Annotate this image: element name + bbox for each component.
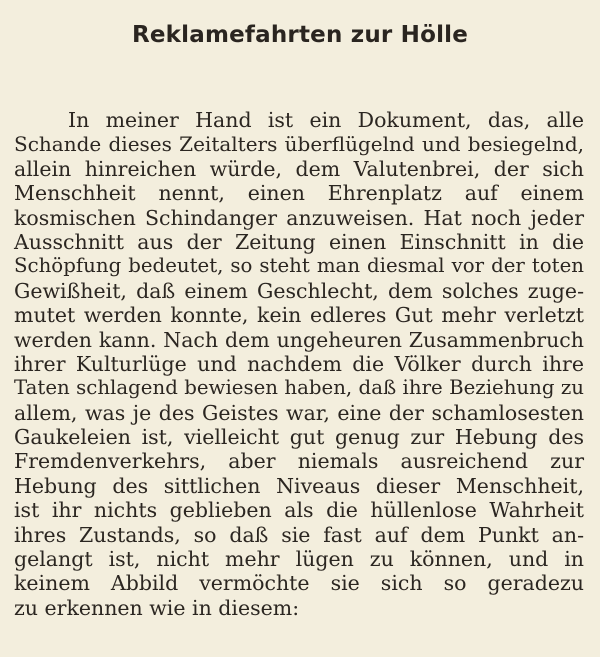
text-line: Taten schlagend bewiesen haben, daß ihre Beziehung zu — [14, 376, 584, 400]
text-line: allein hinreichen würde, dem Valutenbrei, der sich — [14, 156, 584, 181]
text-line: kosmischen Schindanger anzuweisen. Hat noch jeder — [14, 205, 584, 230]
text-line: ihres Zustands, so daß sie fast auf dem Punkt an- — [14, 522, 584, 547]
text-line: In meiner Hand ist ein Dokument, das, alle — [68, 108, 584, 132]
text-line: Hebung des sittlichen Niveaus dieser Menschheit, — [14, 473, 584, 498]
text-line: mutet werden konnte, kein edleres Gut mehr verletzt — [14, 303, 584, 328]
text-line: ihrer Kulturlüge und nachdem die Völker durch ihre — [14, 351, 584, 376]
text-line: gelangt ist, nicht mehr lügen zu können, und in — [14, 547, 584, 572]
text-line: Fremdenverkehrs, aber niemals ausreichend zur — [14, 449, 584, 474]
text-line: werden kann. Nach dem ungeheuren Zusammenbruch — [14, 327, 584, 352]
text-line: zu erkennen wie in diesem: — [14, 595, 300, 620]
text-line: Schande dieses Zeitalters überflügelnd und besiegelnd, — [14, 132, 584, 157]
text-line: Menschheit nennt, einen Ehrenplatz auf einem — [14, 181, 584, 206]
text-line: Ausschnitt aus der Zeitung einen Einschnitt in die — [14, 229, 584, 254]
text-line: Schöpfung bedeutet, so steht man diesmal vor der toten — [14, 254, 584, 278]
text-line: ist ihr nichts geblieben als die hüllenlose Wahrheit — [14, 498, 584, 523]
text-line: allem, was je des Geistes war, eine der schamlosesten — [14, 400, 584, 425]
page-title: Reklamefahrten zur Hölle — [131, 22, 469, 48]
text-line: Gaukeleien ist, vielleicht gut genug zur Hebung des — [14, 425, 584, 450]
text-line: keinem Abbild vermöchte sie sich so geradezu — [14, 571, 584, 596]
text-line: Gewißheit, daß einem Geschlecht, dem solches zuge- — [14, 278, 584, 303]
body-paragraph — [14, 108, 584, 620]
